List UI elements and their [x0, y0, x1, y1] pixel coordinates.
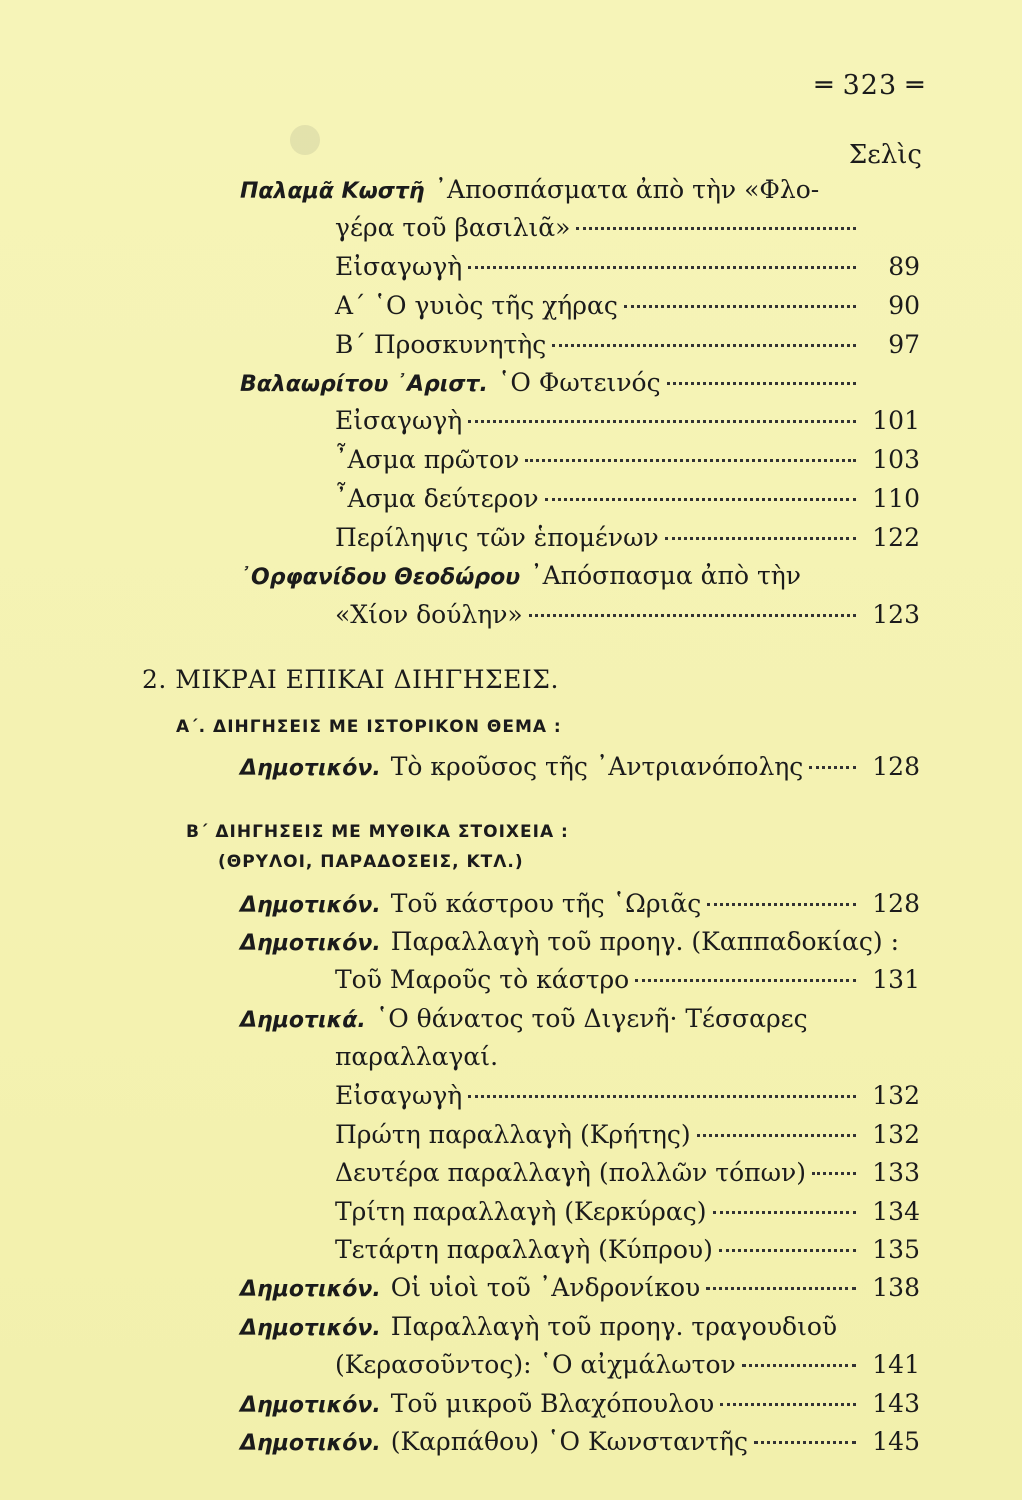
- toc-page: 123: [872, 600, 920, 629]
- toc-title: Παραλλαγὴ τοῦ προηγ. (Καππαδοκίας) :: [390, 927, 900, 956]
- dot-leader: [719, 1249, 856, 1252]
- toc-author: Δημοτικόν.: [240, 1431, 381, 1456]
- toc-entry: [335, 406, 920, 444]
- section-title: 2. ΜΙΚΡΑΙ ΕΠΙΚΑΙ ΔΙΗΓΗΣΕΙΣ.: [142, 665, 559, 694]
- toc-entry: [335, 330, 920, 368]
- toc-entry: [335, 291, 920, 329]
- toc-entry: [335, 445, 920, 483]
- page-number: ═ 323 ═: [815, 70, 924, 101]
- toc-title: (Κερασοῦντος): ῾Ο αἰχμάλωτον: [335, 1350, 736, 1379]
- toc-page: 138: [872, 1273, 920, 1302]
- subsection-heading-continued: (ΘΡΥΛΟΙ, ΠΑΡΑΔΟΣΕΙΣ, ΚΤΛ.): [218, 852, 524, 872]
- toc-author: Δημοτικόν.: [240, 756, 381, 781]
- toc-page: 132: [872, 1120, 920, 1149]
- toc-title: Τοῦ Μαροῦς τὸ κάστρο: [335, 965, 630, 994]
- toc-page: 90: [888, 291, 920, 320]
- toc-page: 97: [888, 330, 920, 359]
- toc-title: γέρα τοῦ βασιλιᾶ»: [335, 213, 571, 242]
- toc-page: 128: [872, 889, 920, 918]
- toc-entry: [240, 1004, 920, 1042]
- toc-title: ῾Ο Φωτεινός: [497, 368, 661, 397]
- dot-leader: [667, 382, 856, 385]
- toc-title: (Καρπάθου) ῾Ο Κωνσταντῆς: [390, 1427, 749, 1456]
- dot-leader: [706, 1287, 856, 1290]
- dot-leader: [697, 1134, 856, 1137]
- toc-entry: [240, 561, 920, 599]
- toc-entry: [240, 175, 920, 213]
- toc-page: 141: [872, 1350, 920, 1379]
- dot-leader: [635, 979, 856, 982]
- toc-entry: [335, 1350, 920, 1388]
- toc-page: 133: [872, 1158, 920, 1187]
- toc-entry: [240, 1312, 920, 1350]
- toc-title: ῏Ασμα πρῶτον: [335, 445, 520, 474]
- toc-title: Τρίτη παραλλαγὴ (Κερκύρας): [335, 1197, 707, 1226]
- dot-leader: [525, 459, 856, 462]
- toc-title: παραλλαγαί.: [335, 1042, 499, 1071]
- dot-leader: [529, 614, 856, 617]
- toc-entry: [335, 523, 920, 561]
- toc-author: Δημοτικόν.: [240, 1393, 381, 1418]
- dot-leader: [468, 1095, 856, 1098]
- toc-page: 128: [872, 752, 920, 781]
- dot-leader: [742, 1364, 856, 1367]
- toc-title: Εἰσαγωγὴ: [335, 1081, 463, 1110]
- toc-entry: [335, 1158, 920, 1196]
- toc-author: Δημοτικόν.: [240, 931, 381, 956]
- toc-page: 103: [872, 445, 920, 474]
- toc-title: Πρώτη παραλλαγὴ (Κρήτης): [335, 1120, 691, 1149]
- page-column-header: Σελὶς: [848, 140, 922, 170]
- toc-page: 134: [872, 1197, 920, 1226]
- toc-title: Τοῦ κάστρου τῆς ῾Ωριᾶς: [390, 889, 702, 918]
- toc-entry: [240, 1427, 920, 1465]
- toc-title: ῾Ο θάνατος τοῦ Διγενῆ· Τέσσαρες: [375, 1004, 808, 1033]
- toc-entry: [335, 600, 920, 638]
- toc-page: 145: [872, 1427, 920, 1456]
- toc-entry: [335, 1081, 920, 1119]
- toc-entry: [240, 927, 920, 965]
- dot-leader: [576, 227, 856, 230]
- toc-author: Δημοτικά.: [240, 1008, 366, 1033]
- toc-page: 110: [872, 484, 920, 513]
- toc-title: ῏Ασμα δεύτερον: [335, 484, 539, 513]
- toc-author: ᾿Ορφανίδου Θεοδώρου: [240, 565, 521, 590]
- toc-title: ᾿Απόσπασμα ἀπὸ τὴν: [530, 561, 801, 590]
- toc-title: Α΄ ῾Ο γυιὸς τῆς χήρας: [335, 291, 618, 320]
- toc-title: Δευτέρα παραλλαγὴ (πολλῶν τόπων): [335, 1158, 806, 1187]
- dot-leader: [720, 1403, 856, 1406]
- toc-page: 132: [872, 1081, 920, 1110]
- dot-leader: [624, 305, 856, 308]
- toc-entry: [335, 213, 920, 251]
- toc-entry: [335, 1042, 920, 1080]
- toc-entry: [240, 889, 920, 927]
- toc-entry: [335, 1235, 920, 1273]
- toc-title: ᾿Αποσπάσματα ἀπὸ τὴν «Φλο-: [434, 175, 820, 204]
- toc-title: «Χίον δούλην»: [335, 600, 523, 629]
- toc-author: Παλαμᾶ Κωστῆ: [240, 179, 425, 204]
- subsection-heading: Β΄ ΔΙΗΓΗΣΕΙΣ ΜΕ ΜΥΘΙΚΑ ΣΤΟΙΧΕΙΑ :: [186, 822, 569, 842]
- toc-entry: [335, 1197, 920, 1235]
- dot-leader: [552, 344, 856, 347]
- toc-author: Δημοτικόν.: [240, 1316, 381, 1341]
- toc-page: 122: [872, 523, 920, 552]
- toc-page: 101: [872, 406, 920, 435]
- toc-page: 131: [872, 965, 920, 994]
- toc-title: Τετάρτη παραλλαγὴ (Κύπρου): [335, 1235, 713, 1264]
- dot-leader: [754, 1441, 856, 1444]
- dot-leader: [468, 266, 856, 269]
- dot-leader: [665, 537, 856, 540]
- toc-entry: [335, 965, 920, 1003]
- toc-title: Β΄ Προσκυνητὴς: [335, 330, 547, 359]
- dot-leader: [809, 766, 856, 769]
- toc-title: Εἰσαγωγὴ: [335, 252, 463, 281]
- toc-page: 135: [872, 1235, 920, 1264]
- toc-entry: [335, 1120, 920, 1158]
- toc-page: 143: [872, 1389, 920, 1418]
- subsection-heading: Α΄. ΔΙΗΓΗΣΕΙΣ ΜΕ ΙΣΤΟΡΙΚΟΝ ΘΕΜΑ :: [176, 717, 562, 737]
- toc-entry: [335, 484, 920, 522]
- ink-smudge: [290, 125, 320, 155]
- toc-title: Εἰσαγωγὴ: [335, 406, 463, 435]
- dot-leader: [545, 498, 856, 501]
- toc-entry: [240, 1389, 920, 1427]
- toc-entry: [240, 368, 920, 406]
- toc-author: Βαλαωρίτου ᾿Αριστ.: [240, 372, 488, 397]
- toc-title: Παραλλαγὴ τοῦ προηγ. τραγουδιοῦ: [390, 1312, 838, 1341]
- toc-title: Οἱ υἱοὶ τοῦ ᾿Ανδρονίκου: [390, 1273, 701, 1302]
- dot-leader: [713, 1211, 857, 1214]
- toc-entry: [240, 1273, 920, 1311]
- toc-title: Περίληψις τῶν ἑπομένων: [335, 523, 659, 552]
- toc-page: 89: [888, 252, 920, 281]
- dot-leader: [468, 420, 856, 423]
- toc-title: Τὸ κροῦσος τῆς ᾿Αντριανόπολης: [390, 752, 804, 781]
- toc-title: Τοῦ μικροῦ Βλαχόπουλου: [390, 1389, 715, 1418]
- toc-entry: [335, 252, 920, 290]
- dot-leader: [812, 1172, 856, 1175]
- dot-leader: [707, 903, 856, 906]
- toc-entry: [240, 752, 920, 790]
- toc-author: Δημοτικόν.: [240, 1277, 381, 1302]
- toc-author: Δημοτικόν.: [240, 893, 381, 918]
